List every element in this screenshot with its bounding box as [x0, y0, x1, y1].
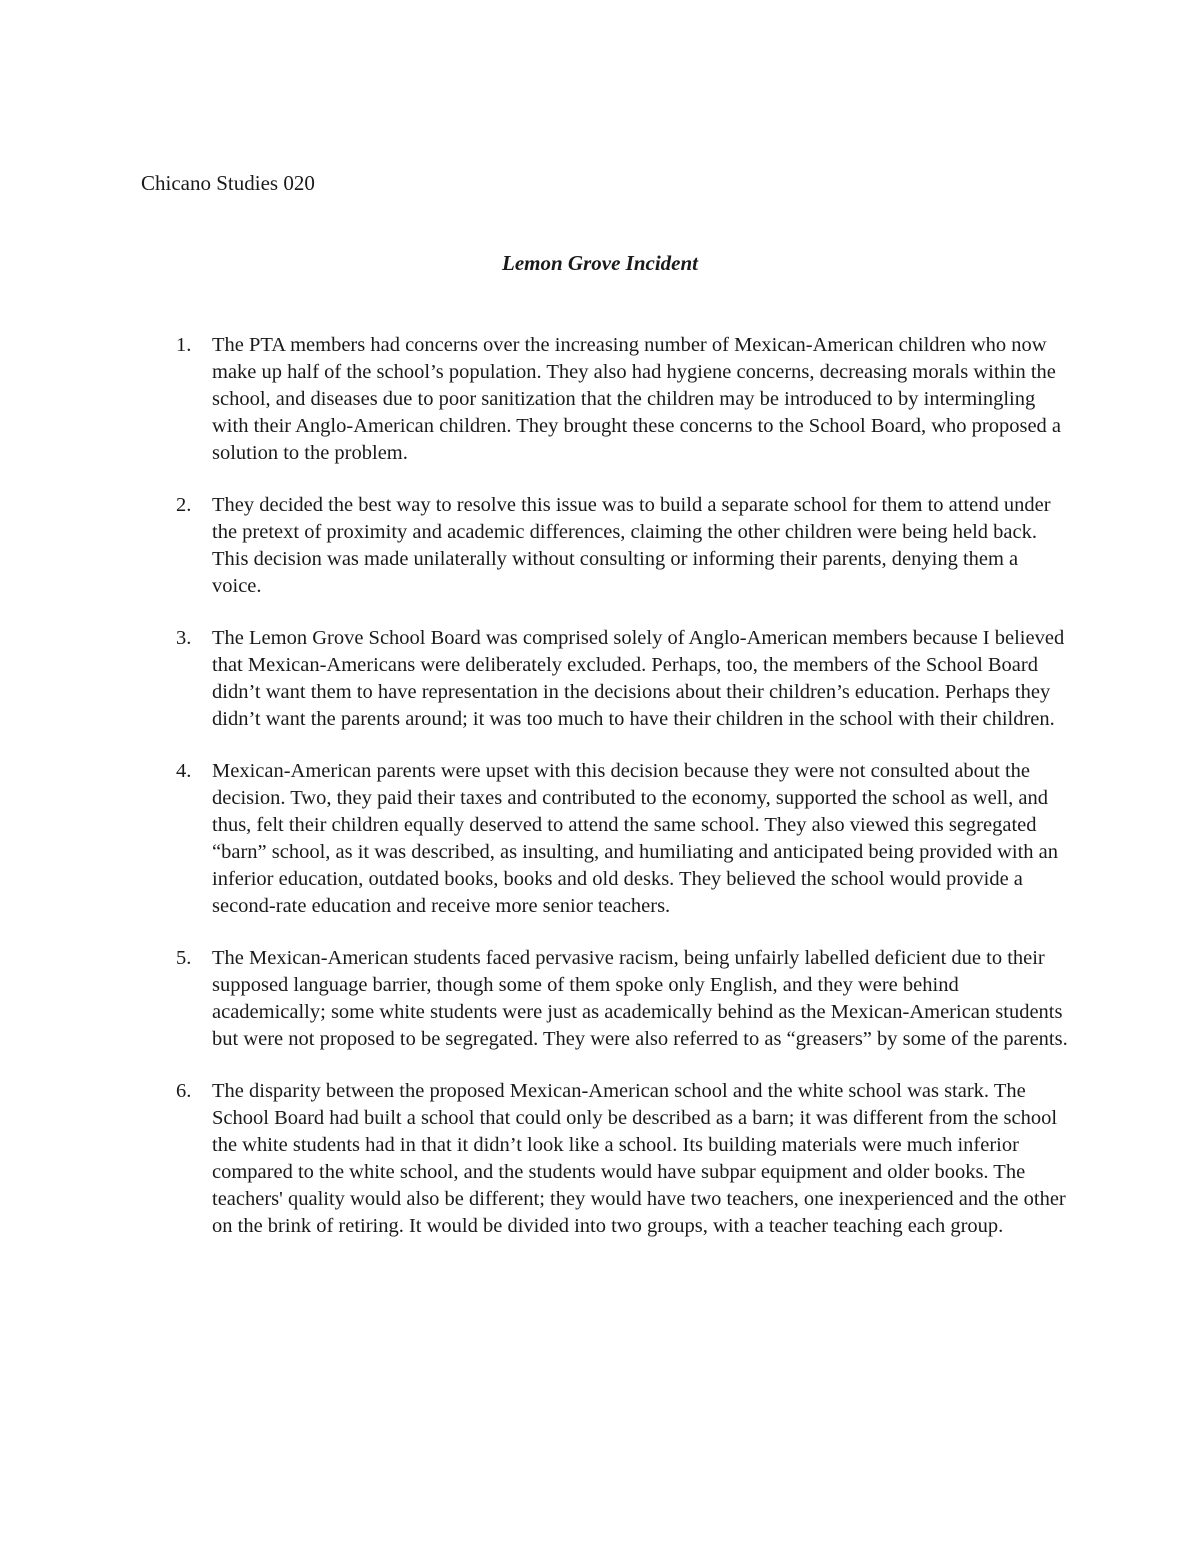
item-text: The PTA members had concerns over the increasing number of Mexican-American children who now make up half of the school’s population. They also had hygiene concerns, decreasing morals within the school, and diseases due to poor sanitization that the children may be introduced to by intermingling with their Anglo-American children. They brought these concerns to the School Board, who proposed a solution to the problem. [212, 334, 1062, 464]
item-number: 4. [176, 760, 192, 782]
item-text: They decided the best way to resolve this issue was to build a separate school for them to attend under the pretext of proximity and academic differences, claiming the other children were being held back. This decision was made unilaterally without consulting or informing their parents, denying them a voice. [212, 494, 1051, 597]
item-number: 5. [176, 947, 192, 969]
answer-list [0, 332, 1200, 1240]
item-number: 1. [176, 334, 192, 356]
list-item [0, 625, 1072, 733]
item-number: 2. [176, 494, 192, 516]
item-text: The disparity between the proposed Mexican-American school and the white school was stark. The School Board had built a school that could only be described as a barn; it was different from the school the white students had in that it didn’t look like a school. Its building materials were much inferior compared to the white school, and the students would have subpar equipment and older books. The teachers' quality would also be different; they would have two teachers, one inexperienced and the other on the brink of retiring. It would be divided into two groups, with a teacher teaching each group. [212, 1080, 1066, 1237]
list-item [0, 332, 1072, 467]
course-heading: Chicano Studies 020 [141, 171, 315, 195]
list-item [0, 758, 1072, 920]
item-text: The Mexican-American students faced pervasive racism, being unfairly labelled deficient due to their supposed language barrier, though some of them spoke only English, and they were behind academically; some white students were just as academically behind as the Mexican-American students but were not proposed to be segregated. They were also referred to as “greasers” by some of the parents. [212, 947, 1068, 1050]
document-title: Lemon Grove Incident [502, 251, 698, 275]
item-number: 6. [176, 1080, 192, 1102]
list-item [0, 492, 1072, 600]
item-text: The Lemon Grove School Board was comprised solely of Anglo-American members because I believed that Mexican-Americans were deliberately excluded. Perhaps, too, the members of the School Board didn’t want them to have representation in the decisions about their children’s education. Perhaps they didn’t want the parents around; it was too much to have their children in the school with their children. [212, 627, 1065, 730]
item-text: Mexican-American parents were upset with this decision because they were not consulted about the decision. Two, they paid their taxes and contributed to the economy, supported the school as well, and thus, felt their children equally deserved to attend the same school. They also viewed this segregated “barn” school, as it was described, as insulting, and humiliating and anticipated being provided with an inferior education, outdated books, books and old desks. They believed the school would provide a second-rate education and receive more senior teachers. [212, 760, 1058, 917]
item-number: 3. [176, 627, 192, 649]
list-item [0, 945, 1072, 1053]
list-item [0, 1078, 1072, 1240]
